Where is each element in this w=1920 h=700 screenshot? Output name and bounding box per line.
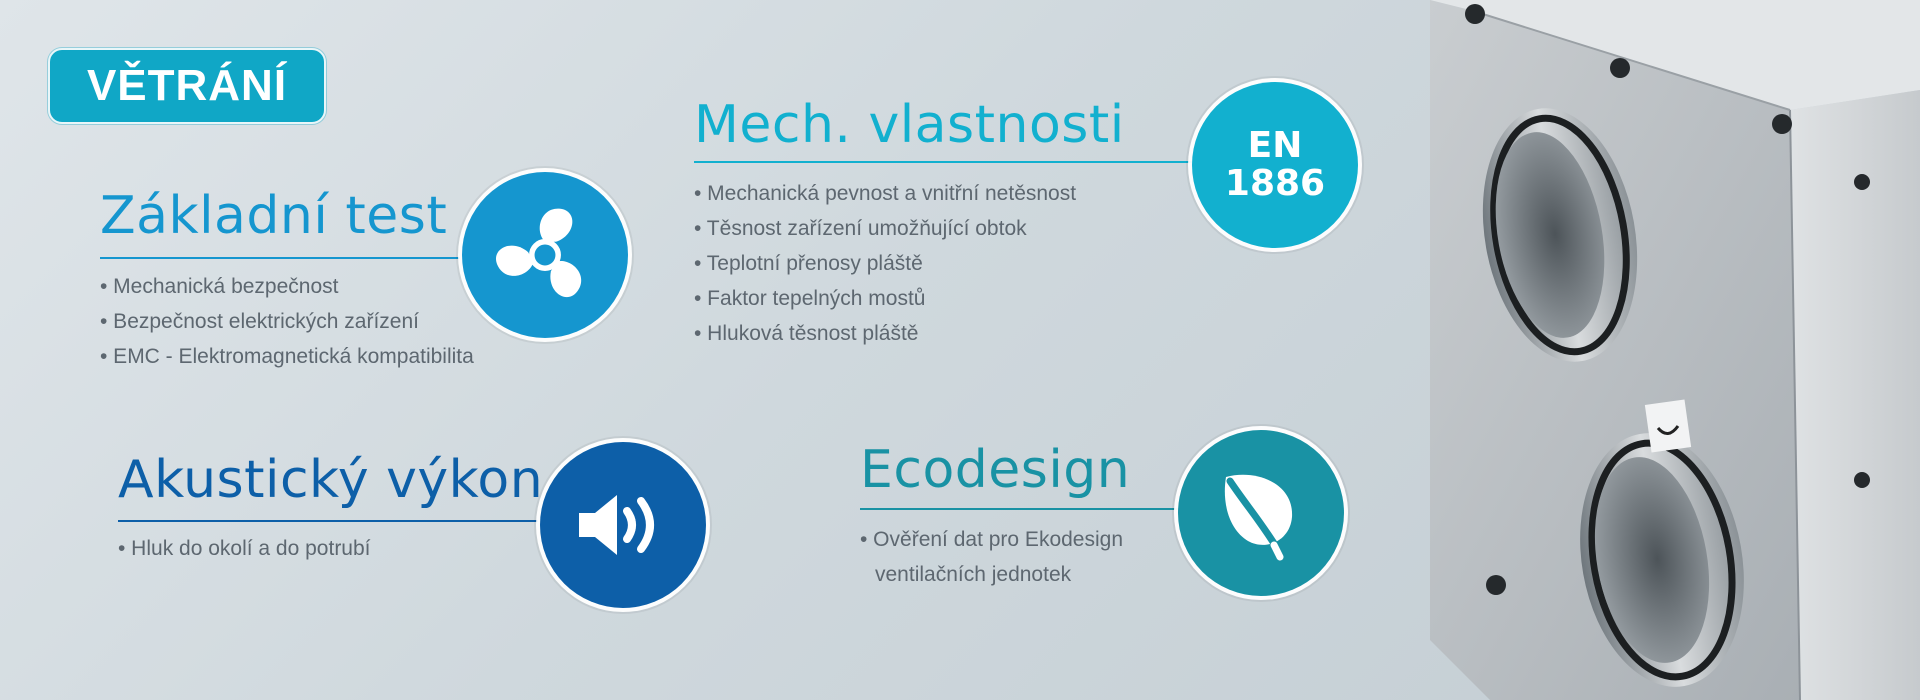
section-title: Ecodesign	[860, 440, 1131, 500]
fan-icon-circle	[462, 172, 628, 338]
bullet-item: • Teplotní přenosy pláště	[694, 252, 923, 275]
divider	[694, 161, 1194, 163]
fan-icon	[490, 200, 600, 310]
bullet-item: • Těsnost zařízení umožňující obtok	[694, 217, 1027, 240]
bullet-list	[100, 269, 474, 374]
divider	[100, 257, 460, 259]
divider	[860, 508, 1180, 510]
bullet-list	[860, 522, 1123, 592]
leaf-icon-circle	[1178, 430, 1344, 596]
en1886-badge-circle	[1192, 82, 1358, 248]
standard-label	[1225, 127, 1325, 203]
bullet-item: • Bezpečnost elektrických zařízení	[100, 310, 419, 333]
section-title: Akustický výkon	[118, 450, 544, 510]
bullet-item: • Faktor tepelných mostů	[694, 287, 926, 310]
bullet-list	[694, 176, 1076, 351]
category-badge: VĚTRÁNÍ	[48, 48, 326, 124]
bullet-item: • Hluk do okolí a do potrubí	[118, 537, 371, 560]
standard-line1: EN	[1247, 125, 1303, 166]
leaf-icon	[1216, 465, 1306, 561]
bullet-item: • Mechanická pevnost a vnitřní netěsnost	[694, 182, 1077, 205]
bullet-item: ventilačních jednotek	[875, 563, 1072, 586]
bullet-list	[118, 531, 371, 566]
speaker-icon-circle	[540, 442, 706, 608]
ventilation-unit-image	[1430, 0, 1920, 700]
bullet-item: • Mechanická bezpečnost	[100, 275, 339, 298]
section-title: Mech. vlastnosti	[694, 95, 1125, 155]
bullet-item: • EMC - Elektromagnetická kompatibilita	[100, 345, 474, 368]
bullet-item: • Hluková těsnost pláště	[694, 322, 919, 345]
section-title: Základní test	[100, 186, 448, 246]
bullet-item: • Ověření dat pro Ekodesign	[860, 528, 1124, 551]
divider	[118, 520, 538, 522]
standard-line2: 1886	[1224, 163, 1326, 204]
speaker-icon	[573, 485, 673, 565]
